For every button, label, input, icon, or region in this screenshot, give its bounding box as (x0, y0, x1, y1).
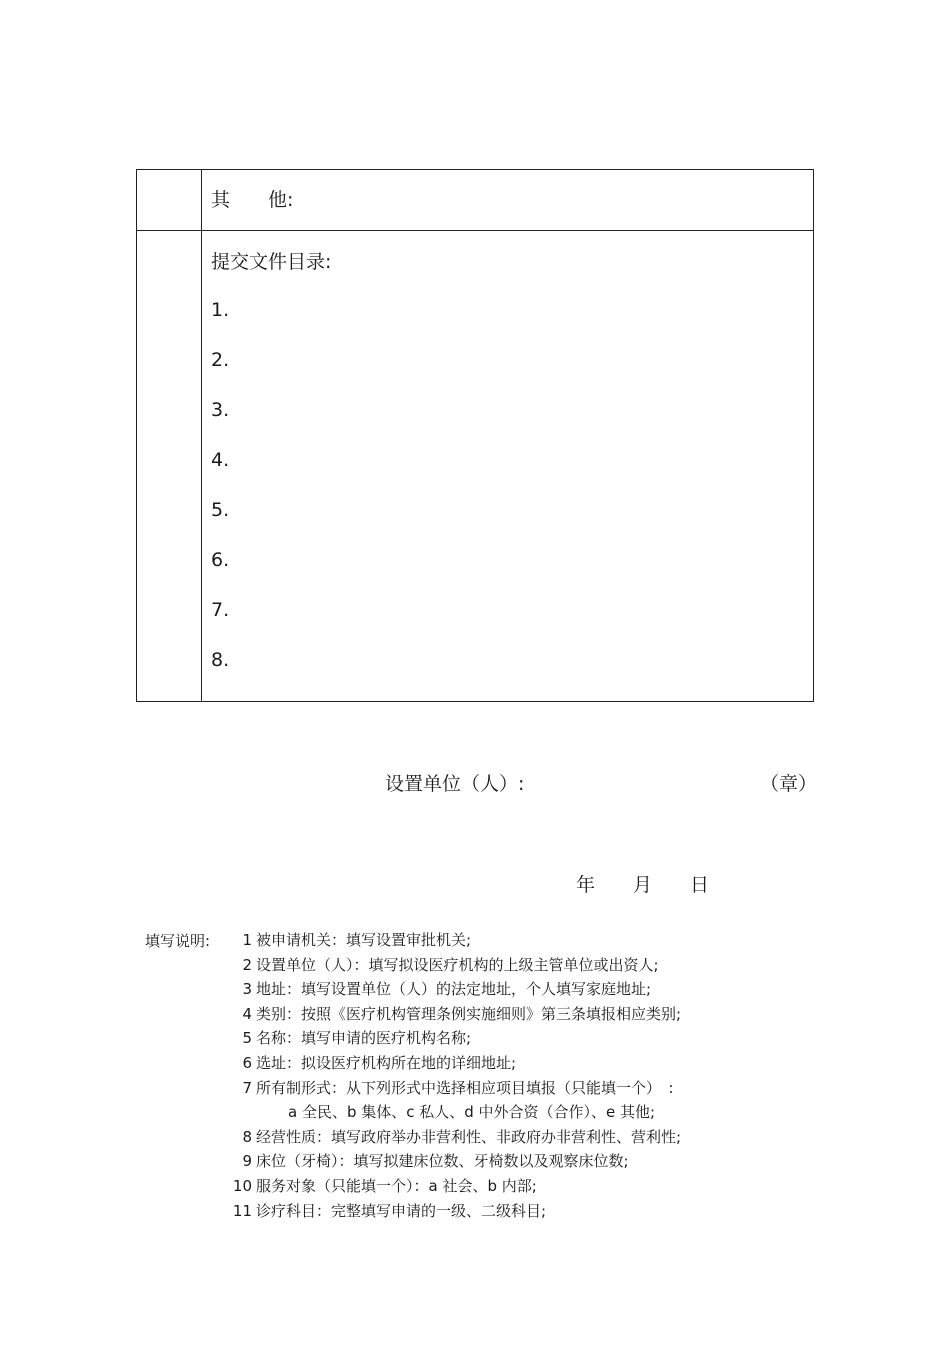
instruction-number: 3 (242, 980, 252, 999)
instruction-text: 诊疗科目：完整填写申请的一级、二级科目; (256, 1201, 547, 1220)
instructions-list (222, 930, 681, 1225)
instruction-item (222, 1028, 681, 1053)
instruction-number: 7 (242, 1078, 252, 1097)
instruction-text: 被申请机关：填写设置审批机关; (256, 931, 472, 949)
instruction-text: 名称：填写申请的医疗机构名称; (256, 1029, 472, 1048)
file-list-item: 3. (211, 399, 230, 421)
file-list-item: 2. (211, 349, 230, 371)
instruction-item (222, 979, 681, 1004)
instruction-item (222, 930, 681, 955)
file-list-item: 4. (211, 449, 230, 471)
instruction-text: 服务对象（只能填一个）：a 社会、b 内部; (256, 1176, 537, 1195)
instruction-number: 1 (242, 931, 252, 949)
instruction-item (222, 1053, 681, 1078)
table-row-divider (137, 230, 813, 231)
instruction-item (222, 1176, 681, 1201)
instruction-item (222, 1004, 681, 1029)
instruction-number: 8 (242, 1127, 252, 1146)
file-list-item: 1. (211, 299, 230, 321)
instruction-text: 设置单位（人）：填写拟设医疗机构的上级主管单位或出资人; (256, 955, 659, 974)
instruction-number: 4 (242, 1004, 252, 1023)
seal-label: （章） (760, 773, 818, 795)
submitted-files-label: 提交文件目录: (211, 251, 332, 273)
submitted-files-list (211, 298, 229, 698)
instruction-text: a 全民、b 集体、c 私人、d 中外合资（合作）、e 其他; (288, 1103, 656, 1122)
application-form-table (136, 169, 814, 702)
instruction-number: 9 (242, 1152, 252, 1171)
other-label: 其 他: (211, 189, 294, 211)
file-list-item: 6. (211, 549, 230, 571)
instruction-item (222, 1078, 681, 1103)
applicant-label: 设置单位（人）: (385, 773, 525, 795)
instruction-text: 所有制形式：从下列形式中选择相应项目填报（只能填一个） : (256, 1078, 674, 1097)
file-list-item: 7. (211, 599, 230, 621)
instruction-number: 2 (242, 955, 252, 974)
instruction-text: 地址：填写设置单位（人）的法定地址，个人填写家庭地址; (256, 980, 652, 999)
instruction-item (222, 955, 681, 980)
instruction-item (222, 1151, 681, 1176)
file-list-item: 8. (211, 649, 230, 671)
instructions-title: 填写说明: (145, 932, 211, 950)
date-line: 年 月 日 (576, 874, 710, 896)
instruction-number: 5 (242, 1029, 252, 1048)
instruction-text: 类别：按照《医疗机构管理条例实施细则》第三条填报相应类别; (256, 1004, 682, 1023)
instruction-text: 床位（牙椅）：填写拟建床位数、牙椅数以及观察床位数; (256, 1152, 629, 1171)
table-column-divider (201, 170, 202, 701)
instruction-text: 经营性质：填写政府举办非营利性、非政府办非营利性、营利性; (256, 1127, 682, 1146)
instruction-number: 11 (232, 1201, 252, 1220)
instruction-text: 选址：拟设医疗机构所在地的详细地址; (256, 1053, 517, 1072)
instruction-item (222, 1102, 681, 1127)
instruction-item (222, 1127, 681, 1152)
instruction-number: 6 (242, 1053, 252, 1072)
instruction-number: 10 (232, 1176, 252, 1195)
instruction-item (222, 1201, 681, 1226)
file-list-item: 5. (211, 499, 230, 521)
